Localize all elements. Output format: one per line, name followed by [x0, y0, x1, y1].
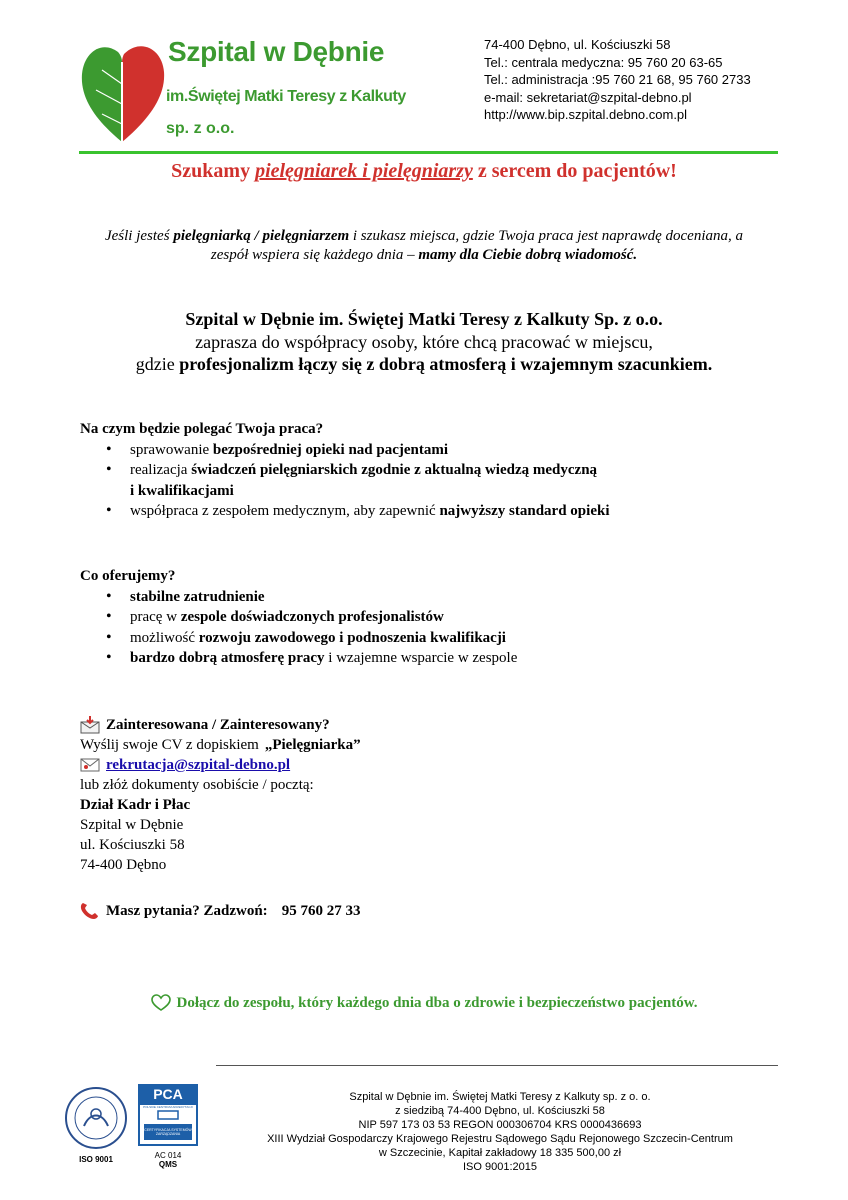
list-item: [106, 460, 780, 501]
apply-send-text: Wyślij swoje CV z dopiskiem: [80, 737, 259, 753]
intro-bold-1: pielęgniarką / pielęgniarzem: [173, 228, 350, 244]
intro-bold-2: mamy dla Ciebie dobrą wiadomość.: [418, 247, 638, 263]
contact-phone-admin: Tel.: administracja :95 760 21 68, 95 760 2733: [484, 72, 751, 87]
intro-text-2: i szukasz miejsca, gdzie Twoja praca jest naprawdę doceniana, a zespół wspiera się każdego dnia –: [210, 228, 744, 263]
headline-post: z sercem do pacjentów!: [472, 160, 677, 182]
email-icon: [80, 758, 100, 772]
duties-title: Na czym będzie polegać Twoja praca?: [80, 421, 324, 437]
offer-4-bold: bardzo dobrą atmosferę pracy: [130, 650, 325, 666]
duty-1-text: sprawowanie: [130, 441, 213, 458]
invitation-line-3-bold: profesjonalizm łączy się z dobrą atmosferą i wzajemnym szacunkiem.: [179, 354, 713, 374]
iso-label: ISO 9001: [79, 1155, 113, 1164]
offer-section: [80, 566, 780, 669]
iso-seal-icon: [64, 1086, 128, 1150]
header-divider: [79, 151, 778, 154]
pca-ac-number: AC 014: [154, 1151, 182, 1160]
phone-label: Masz pytania? Zadzwoń:: [106, 902, 268, 919]
duty-3-text: współpraca z zespołem medycznym, aby zapewnić: [130, 503, 440, 519]
list-item: [106, 440, 780, 461]
department-name: Dział Kadr i Płac: [80, 797, 191, 813]
footer-line: ISO 9001:2015: [462, 1161, 537, 1173]
offer-3-bold: rozwoju zawodowego i podnoszenia kwalifikacji: [198, 629, 506, 646]
contact-website[interactable]: http://www.bip.szpital.debno.com.pl: [484, 107, 688, 122]
footer-line: w Szczecinie, Kapitał zakładowy 18 335 500,00 zł: [378, 1147, 622, 1159]
heart-icon: [151, 994, 171, 1012]
list-item: [106, 648, 780, 669]
join-team-text: Dołącz do zespołu, który każdego dnia dba o zdrowie i bezpieczeństwo pacjentów.: [176, 994, 698, 1011]
offer-title: Co oferujemy?: [80, 568, 176, 584]
hospital-logo: [78, 34, 406, 146]
invitation-line-3-pre: gdzie: [135, 354, 180, 374]
phone-cta: [80, 902, 360, 920]
invitation-hospital-name: Szpital w Dębnie im. Świętej Matki Teresy z Kalkuty Sp. z o.o.: [185, 309, 663, 329]
apply-section: [80, 715, 361, 875]
footer-line: Szpital w Dębnie im. Świętej Matki Teresy z Kalkuty sp. z o. o.: [349, 1091, 651, 1103]
invitation: [0, 308, 848, 376]
footer-line: NIP 597 173 03 53 REGON 000306704 KRS 0000436693: [358, 1119, 642, 1131]
footer-company-info: [220, 1090, 780, 1174]
invitation-line-2: zaprasza do współpracy osoby, które chcą pracować w miejscu,: [195, 331, 653, 352]
logo-company-form: sp. z o.o.: [166, 120, 235, 137]
duty-3-bold: najwyższy standard opieki: [439, 503, 610, 519]
address-line-3: 74-400 Dębno: [80, 857, 167, 873]
offer-1-bold: stabilne zatrudnienie: [130, 588, 265, 605]
apply-title: Zainteresowana / Zainteresowany?: [106, 717, 330, 733]
page-headline: [0, 160, 848, 183]
pca-certificate-badge: [138, 1084, 198, 1169]
intro-text-1: Jeśli jesteś: [104, 228, 174, 244]
apply-or-text: lub złóż dokumenty osobiście / pocztą:: [80, 777, 314, 793]
duties-section: [80, 419, 780, 522]
offer-2-bold: zespole doświadczonych profesjonalistów: [180, 609, 444, 625]
duty-2-text: realizacja: [130, 462, 192, 478]
inbox-tray-icon: [80, 716, 100, 734]
list-item: [106, 607, 780, 628]
phone-icon: [80, 902, 100, 920]
list-item: [106, 628, 780, 649]
contact-block: [484, 36, 751, 124]
phone-number[interactable]: 95 760 27 33: [281, 902, 361, 919]
logo-subtitle: im.Świętej Matki Teresy z Kalkuty: [166, 88, 406, 105]
footer-line: XIII Wydział Gospodarczy Krajowego Rejestru Sądowego Sądu Rejonowego Szczecin-Centrum: [267, 1133, 733, 1145]
address-line-1: Szpital w Dębnie: [80, 817, 184, 833]
list-item: [106, 587, 780, 608]
duty-1-bold: bezpośredniej opieki nad pacjentami: [212, 441, 449, 458]
headline-pre: Szukamy: [171, 160, 256, 182]
duty-2-bold: świadczeń pielęgniarskich zgodnie z aktualną wiedzą medyczną: [191, 462, 598, 478]
list-item: [106, 501, 780, 522]
contact-email[interactable]: e-mail: sekretariat@szpital-debno.pl: [484, 89, 692, 105]
apply-send-keyword: „Pielęgniarka”: [264, 737, 361, 753]
offer-4-text: i wzajemne wsparcie w zespole: [324, 650, 518, 666]
footer-divider: [216, 1065, 778, 1066]
contact-address: 74-400 Dębno, ul. Kościuszki 58: [484, 37, 671, 52]
pca-cert-text: CERTYFIKACJA SYSTEMÓW ZARZĄDZANIA: [144, 1128, 192, 1136]
pca-label: PCA: [153, 1086, 183, 1102]
offer-3-text: możliwość: [130, 629, 199, 646]
heart-leaf-icon: [78, 34, 168, 146]
offer-2-text: pracę w: [130, 609, 181, 625]
footer-line: z siedzibą 74-400 Dębno, ul. Kościuszki 58: [395, 1105, 605, 1117]
intro-paragraph: [90, 227, 758, 265]
address-line-2: ul. Kościuszki 58: [80, 837, 185, 853]
headline-emphasis: pielęgniarek i pielęgniarzy: [255, 160, 473, 182]
logo-title: Szpital w Dębnie: [168, 36, 385, 67]
contact-phone-medical: Tel.: centrala medyczna: 95 760 20 63-65: [484, 54, 723, 70]
recruitment-email-link[interactable]: rekrutacja@szpital-debno.pl: [106, 757, 291, 773]
pca-qms: QMS: [158, 1160, 178, 1169]
iso-certificate-badge: [64, 1086, 128, 1164]
duty-2-bold-cont: i kwalifikacjami: [130, 482, 234, 499]
join-team-banner: [0, 994, 848, 1012]
pca-subtitle: POLSKIE CENTRUM AKREDYTACJI: [143, 1105, 193, 1109]
